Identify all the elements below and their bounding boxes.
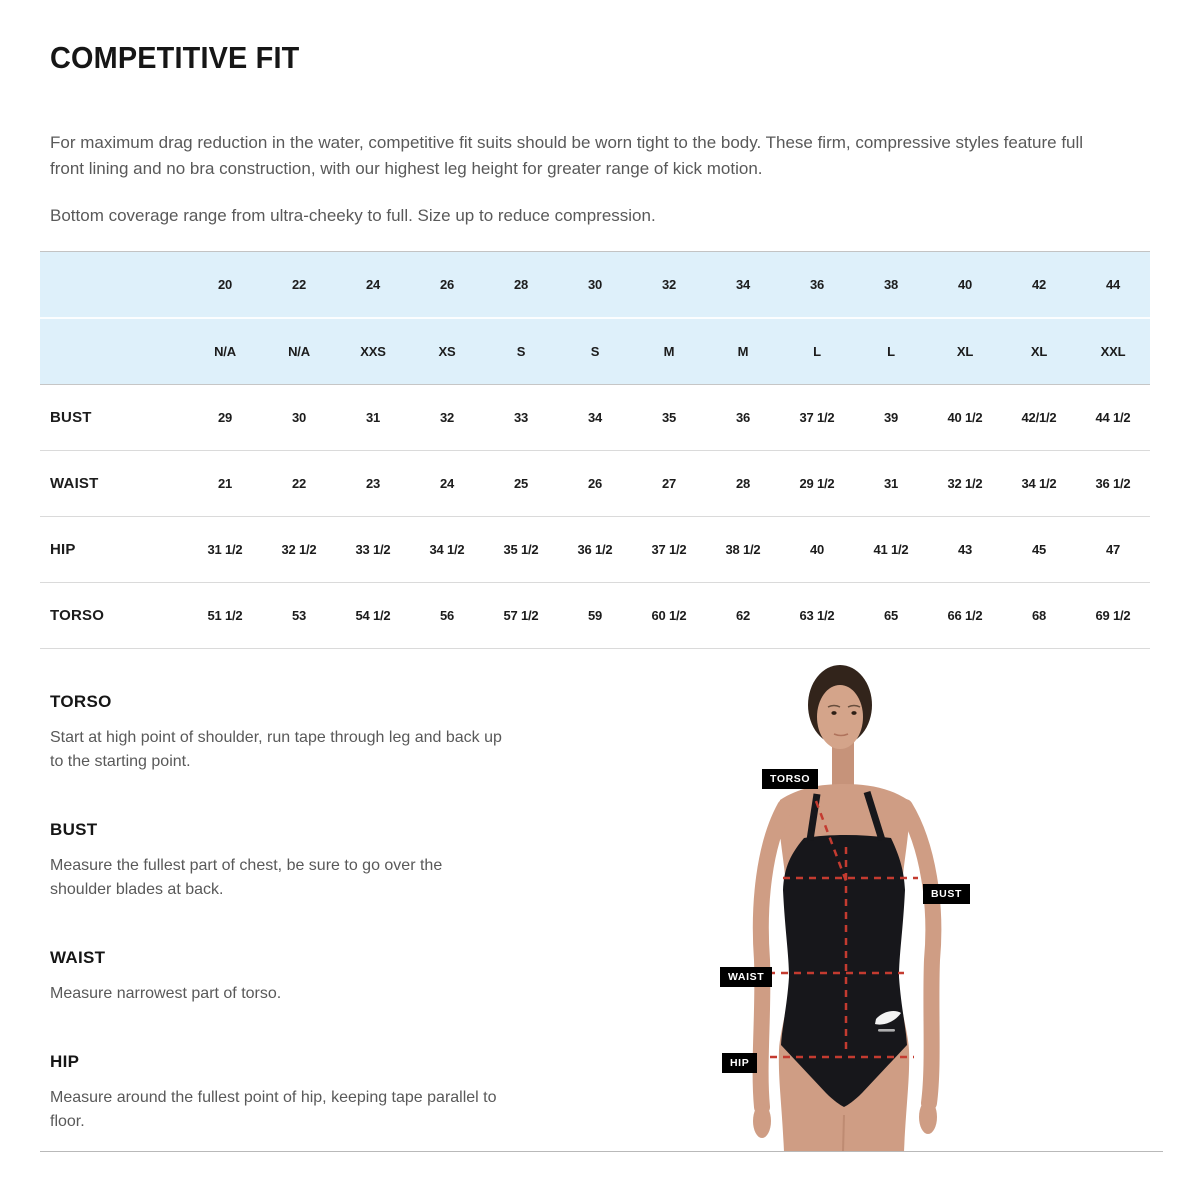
model-face bbox=[817, 685, 863, 749]
measurement-cell: 57 1/2 bbox=[503, 608, 539, 623]
guide-heading-waist: WAIST bbox=[50, 948, 106, 967]
measurement-cell: 36 1/2 bbox=[577, 542, 613, 557]
row-label-hip: HIP bbox=[50, 541, 76, 558]
guide-heading-hip: HIP bbox=[50, 1052, 80, 1071]
numeric-size-header: 34 bbox=[735, 277, 751, 292]
measurement-cell: 35 1/2 bbox=[503, 542, 539, 557]
model-leg-crease bbox=[843, 1115, 844, 1152]
measurement-cell: 59 bbox=[587, 608, 603, 623]
guide-text-waist: Measure narrowest part of torso. bbox=[50, 985, 282, 1002]
measurement-cell: 31 1/2 bbox=[207, 542, 243, 557]
table-corner-cell bbox=[40, 252, 188, 317]
measurement-cell: 28 bbox=[735, 476, 751, 491]
measurement-cell: 23 bbox=[365, 476, 381, 491]
letter-size-header: S bbox=[590, 344, 600, 359]
numeric-size-header: 28 bbox=[513, 277, 529, 292]
measurement-cell: 63 1/2 bbox=[799, 608, 835, 623]
letter-size-header: N/A bbox=[214, 344, 236, 359]
measurement-cell: 53 bbox=[291, 608, 307, 623]
size-table bbox=[40, 251, 1150, 649]
numeric-size-header: 20 bbox=[217, 277, 233, 292]
bottom-divider bbox=[40, 1151, 1163, 1152]
model-right-hand bbox=[919, 1100, 937, 1134]
guide-heading-bust: BUST bbox=[50, 820, 98, 839]
measurement-cell: 44 1/2 bbox=[1095, 410, 1131, 425]
speedo-logo-text bbox=[878, 1029, 895, 1032]
model-eye-right bbox=[851, 711, 856, 715]
intro-paragraph-1: For maximum drag reduction in the water, competitive fit suits should be worn tight to the body. These firm, compressive styles feature full front lining and no bra construction, with our highest leg height for greater range of kick motion. bbox=[50, 133, 1084, 178]
measurement-guide bbox=[50, 692, 502, 1180]
measurement-cell: 32 1/2 bbox=[281, 542, 317, 557]
measurement-cell: 60 1/2 bbox=[651, 608, 687, 623]
measurement-cell: 24 bbox=[439, 476, 455, 491]
measurement-cell: 34 bbox=[587, 410, 603, 425]
model-eye-left bbox=[831, 711, 836, 715]
measurement-cell: 65 bbox=[883, 608, 899, 623]
numeric-size-header: 40 bbox=[957, 277, 973, 292]
row-label-bust: BUST bbox=[50, 409, 92, 426]
measurement-cell: 47 bbox=[1105, 542, 1121, 557]
letter-size-header: L bbox=[813, 344, 821, 359]
measurement-cell: 68 bbox=[1031, 608, 1047, 623]
numeric-size-header: 22 bbox=[291, 277, 307, 292]
measurement-cell: 37 1/2 bbox=[799, 410, 835, 425]
letter-size-header: L bbox=[887, 344, 895, 359]
measurement-cell: 69 1/2 bbox=[1095, 608, 1131, 623]
letter-size-header: M bbox=[737, 344, 749, 359]
model-left-hand bbox=[753, 1104, 771, 1138]
measurement-cell: 33 bbox=[513, 410, 529, 425]
measurement-cell: 66 1/2 bbox=[947, 608, 983, 623]
measurement-cell: 54 1/2 bbox=[355, 608, 391, 623]
numeric-size-header: 36 bbox=[809, 277, 825, 292]
letter-size-header: S bbox=[516, 344, 526, 359]
measurement-cell: 31 bbox=[365, 410, 381, 425]
figure-label-hip: HIP bbox=[722, 1053, 757, 1073]
letter-size-header: XL bbox=[956, 344, 974, 359]
numeric-size-header: 44 bbox=[1105, 277, 1121, 292]
table-corner-cell bbox=[40, 319, 188, 384]
measurement-cell: 34 1/2 bbox=[429, 542, 465, 557]
guide-text-torso: Start at high point of shoulder, run tape through leg and back up to the starting point. bbox=[50, 729, 502, 770]
measurement-cell: 36 bbox=[735, 410, 751, 425]
measurement-cell: 30 bbox=[291, 410, 307, 425]
measurement-cell: 39 bbox=[883, 410, 899, 425]
page-title: COMPETITIVE FIT bbox=[50, 40, 300, 75]
measurement-cell: 43 bbox=[957, 542, 973, 557]
letter-size-header: XL bbox=[1030, 344, 1048, 359]
letter-size-header: M bbox=[663, 344, 675, 359]
model-right-arm bbox=[905, 807, 933, 1103]
measurement-cell: 31 bbox=[883, 476, 899, 491]
measurement-cell: 32 bbox=[439, 410, 455, 425]
letter-size-header: N/A bbox=[288, 344, 310, 359]
measurement-cell: 27 bbox=[661, 476, 677, 491]
measurement-cell: 38 1/2 bbox=[725, 542, 761, 557]
measurement-cell: 26 bbox=[587, 476, 603, 491]
figure-label-waist: WAIST bbox=[720, 967, 772, 987]
measurement-cell: 36 1/2 bbox=[1095, 476, 1131, 491]
letter-size-header: XS bbox=[438, 344, 456, 359]
measurement-cell: 34 1/2 bbox=[1021, 476, 1057, 491]
numeric-size-header: 30 bbox=[587, 277, 603, 292]
measurement-cell: 40 bbox=[809, 542, 825, 557]
numeric-size-header: 24 bbox=[365, 277, 381, 292]
measurement-cell: 22 bbox=[291, 476, 307, 491]
figure-label-bust: BUST bbox=[923, 884, 970, 904]
figure-label-torso: TORSO bbox=[762, 769, 818, 789]
numeric-size-header: 38 bbox=[883, 277, 899, 292]
measurement-cell: 21 bbox=[217, 476, 233, 491]
measurement-cell: 35 bbox=[661, 410, 677, 425]
measurement-cell: 40 1/2 bbox=[947, 410, 983, 425]
measurement-cell: 29 1/2 bbox=[799, 476, 835, 491]
guide-text-hip: Measure around the fullest point of hip, keeping tape parallel to floor. bbox=[50, 1089, 497, 1130]
letter-size-header: XXL bbox=[1100, 344, 1126, 359]
measurement-cell: 41 1/2 bbox=[873, 542, 909, 557]
guide-text-bust: Measure the fullest part of chest, be sure to go over the shoulder blades at back. bbox=[50, 857, 443, 898]
letter-size-header: XXS bbox=[360, 344, 386, 359]
measurement-cell: 56 bbox=[439, 608, 455, 623]
numeric-size-header: 32 bbox=[661, 277, 677, 292]
measurement-cell: 51 1/2 bbox=[207, 608, 243, 623]
intro-paragraph-2: Bottom coverage range from ultra-cheeky to full. Size up to reduce compression. bbox=[50, 206, 656, 225]
measurement-cell: 25 bbox=[513, 476, 529, 491]
measurement-cell: 45 bbox=[1031, 542, 1047, 557]
measurement-cell: 37 1/2 bbox=[651, 542, 687, 557]
numeric-size-header: 42 bbox=[1031, 277, 1047, 292]
row-label-waist: WAIST bbox=[50, 475, 99, 492]
numeric-size-header: 26 bbox=[439, 277, 455, 292]
measurement-cell: 29 bbox=[217, 410, 233, 425]
measurement-cell: 32 1/2 bbox=[947, 476, 983, 491]
measurement-cell: 42/1/2 bbox=[1021, 410, 1057, 425]
fit-model-figure bbox=[700, 655, 1000, 1155]
measurement-cell: 62 bbox=[735, 608, 751, 623]
row-label-torso: TORSO bbox=[50, 607, 105, 624]
model-illustration bbox=[700, 655, 1000, 1155]
measurement-cell: 33 1/2 bbox=[355, 542, 391, 557]
guide-heading-torso: TORSO bbox=[50, 692, 112, 711]
